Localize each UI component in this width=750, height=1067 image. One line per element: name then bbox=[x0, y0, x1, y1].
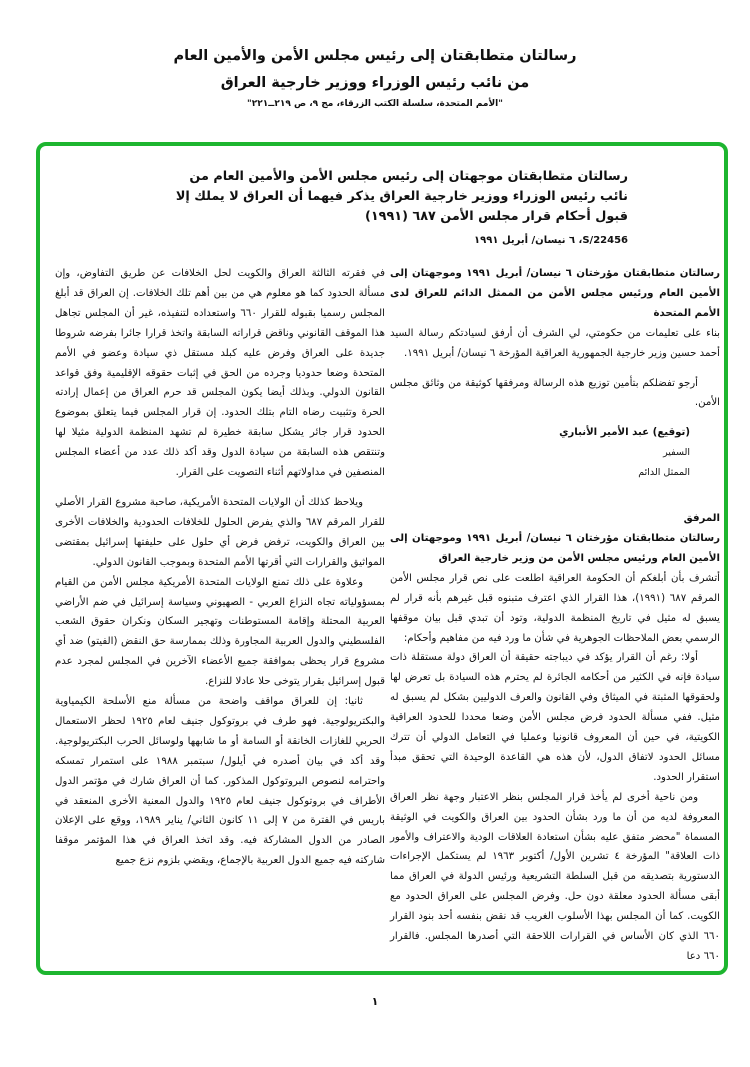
header-title-line1: رسالتان متطابقتان إلى رئيس مجلس الأمن والأمين العام bbox=[173, 48, 577, 64]
annex-label: المرفق bbox=[683, 513, 720, 525]
letter-heading: رسالتان متطابقتان مؤرختان ٦ نيسان/ أبريل ١٩٩١ وموجهتان إلى الأمين العام ورئيس مجلس الأمن من الممثل الدائم للعراق لدى الأمم المتحدة bbox=[390, 268, 720, 319]
paragraph: في فقرته الثالثة العراق والكويت لحل الخلافات عن طريق التفاوض، وإن مسألة الحدود كما هو معلوم هي من بين أهم تلك الخلافات. إن العراق قد أبلغ المجلس رسميا بقبوله للقرار ٦٦٠ واستعداده لتنفيذه، غير أن المجلس تجاهل هذا الموقف القانوني وناقض قراراته السابقة واتخذ قرارا جائرا بفرضه شروطا جديدة على العراق وفرض عليه كبلد مستقل ذي سيادة وعضو في الأمم المتحدة وضعا حدوديا وجرده من الحق في إثبات حقوقه الإقليمية وفق قواعد القانون الدولي. وبذلك أيضا يكون المجلس قد حرم العراق من إعمال إرادته الحرة وتثبيت رضاه التام بتلك الحدود. إن قرار المجلس فيما يتعلق بموضوع الحدود قرار جائر يشكل سابقة خطيرة لم تشهد المنظمة الدولية مثيلا لها وتنتقص هذه السابقة من سيادة الدول وقد أكد ذلك عدد من أعضاء المجلس المنصفين في مداولاتهم أثناء التصويت على القرار. bbox=[55, 268, 385, 479]
right-column bbox=[390, 264, 720, 967]
signature: (توقيع) عبد الأمير الأنباري bbox=[559, 427, 690, 439]
page-number: ١ bbox=[371, 995, 379, 1008]
signature-title: الممثل الدائم bbox=[638, 467, 690, 479]
paragraph: أرجو تفضلكم بتأمين توزيع هذه الرسالة ومرفقها كوثيقة من وثائق مجلس الأمن. bbox=[390, 377, 720, 409]
paragraph: أولا: رغم أن القرار يؤكد في ديباجته حقيقة أن العراق دولة مستقلة ذات سيادة فإنه في الكثير من أحكامه الجائرة لم يحترم هذه السيادة بل تعرض لها ولحقوقها المثبتة في الميثاق وفي القانون والعرف الدوليين بشكل لم يسبق له مثيل. ففي مسألة الحدود فرض مجلس الأمن وضعا محددا للحدود العراقية الكويتية، في حين أن المعروف قانونيا وعمليا في التعامل الدولي أن تترك مسائل الحدود لاتفاق الدول، لأن هذه هي القاعدة الوحيدة التي تحقق مبدأ استقرار الحدود. bbox=[390, 652, 720, 783]
paragraph: وعلاوة على ذلك تمنع الولايات المتحدة الأمريكية مجلس الأمن من القيام بمسؤولياته تجاه النزاع العربي - الصهيوني وسياسة إسرائيل في ضم الأراضي العربية المحتلة وإقامة المستوطنات وتهجير السكان ونكران حقوق الشعب الفلسطيني والدول العربية المجاورة وذلك بممارسة حق النقض (الفيتو) ضد أي مشروع قرار يحظى بموافقة جميع الأعضاء الآخرين في المجلس لمجرد عدم قبول إسرائيل بقرار يتوخى حلا عادلا للنزاع. bbox=[55, 576, 385, 688]
left-column bbox=[55, 264, 385, 871]
header-source-citation: "الأمم المتحدة، سلسلة الكتب الزرقاء، مج ٩، ص ٢١٩ــ٢٢١" bbox=[247, 99, 503, 109]
annex-heading: رسالتان متطابقتان مؤرختان ٦ نيسان/ أبريل ١٩٩١ وموجهتان إلى الأمين العام ورئيس مجلس الأمن من وزير خارجية العراق bbox=[390, 532, 720, 564]
header-title-line2: من نائب رئيس الوزراء ووزير خارجية العراق bbox=[220, 75, 530, 91]
paragraph: أتشرف بأن أبلغكم أن الحكومة العراقية اطلعت على نص قرار مجلس الأمن المرقم ٦٨٧ (١٩٩١)، هذا القرار الذي اعترف متبنوه قبل غيرهم بأنه قرار لم يسبق له مثيل في تاريخ المنظمة الدولية، وتود أن تبدي قبل بيان موقفها الرسمي بعض الملاحظات الجوهرية في شأن ما ورد فيه من مفاهيم وأحكام: bbox=[390, 572, 720, 644]
paragraph: ثانيا: إن للعراق مواقف واضحة من مسألة منع الأسلحة الكيمياوية والبكتريولوجية. فهو طرف في بروتوكول جنيف لعام ١٩٢٥ لحظر الاستعمال الحربي للغازات الخانقة أو السامة أو ما شابهها ولوسائل الحرب البكتريولوجية. وقد أكد في بيان أصدره في أيلول/ سبتمبر ١٩٨٨ على استمرار تمسكه واحترامه لنصوص البروتوكول المذكور. كما أن العراق شارك في مؤتمر الدول الأطراف في بروتوكول جنيف لعام ١٩٢٥ والدول المعنية الأخرى المنعقد في باريس في الفترة من ٧ إلى ١١ كانون الثاني/ يناير ١٩٨٩، ووقع على الإعلان الصادر من الدول المشاركة فيه. وقد اتخذ العراق في هذا المؤتمر موقفا شاركته فيه جميع الدول العربية بالإجماع، ويقضي بلزوم نزع جميع bbox=[55, 696, 386, 867]
document-title: رسالتان متطابقتان موجهتان إلى رئيس مجلس الأمن والأمين العام من نائب رئيس الوزراء ووزير خارجية العراق يذكر فيهما أن العراق لا يملك إلا قبول أحكام قرار مجلس الأمن ٦٨٧ (١٩٩١) bbox=[175, 169, 628, 224]
page-header bbox=[0, 38, 750, 112]
document-reference: S/22456، ٦ نيسان/ أبريل ١٩٩١ bbox=[474, 235, 628, 246]
paragraph: بناء على تعليمات من حكومتي، لي الشرف أن أرفق لسيادتكم رسالة السيد أحمد حسين وزير خارجية الجمهورية العراقية المؤرخة ٦ نيسان/ أبريل ١٩٩١. bbox=[390, 327, 720, 359]
paragraph: ومن ناحية أخرى لم يأخذ قرار المجلس بنظر الاعتبار وجهة نظر العراق المعروفة لديه من أن ما ورد بشأن الحدود بين العراق والكويت في الوثيقة المسماة "محضر متفق عليه بشأن استعادة العلاقات الودية والاعتراف والأمور ذات العلاقة" المؤرخة ٤ تشرين الأول/ أكتوبر ١٩٦٣ لم يستكمل الإجراءات الدستورية بتصديقه من قبل السلطة التشريعية ورئيس الدولة في العراق مما أبقى مسألة الحدود معلقة دون حل. وفرض المجلس على العراق الحدود مع الكويت. كما أن المجلس بهذا الأسلوب الغريب قد نقض بنفسه أحد بنود القرار ٦٦٠ الذي كان الأساس في القرارات اللاحقة التي أصدرها المجلس. فالقرار ٦٦٠ دعا bbox=[390, 791, 720, 962]
signature-title: السفير bbox=[663, 447, 690, 459]
paragraph: ويلاحظ كذلك أن الولايات المتحدة الأمريكية، صاحبة مشروع القرار الأصلي للقرار المرقم ٦٨٧ والذي يفرض الحلول للخلافات الحدودية والخلافات الأخرى بين العراق والكويت، ترفض فرض أي حلول على حليفتها إسرائيل بمقتضى المواثيق والقرارات التي أقرتها الأمم المتحدة وبموجب القانون الدولي. bbox=[55, 496, 385, 568]
